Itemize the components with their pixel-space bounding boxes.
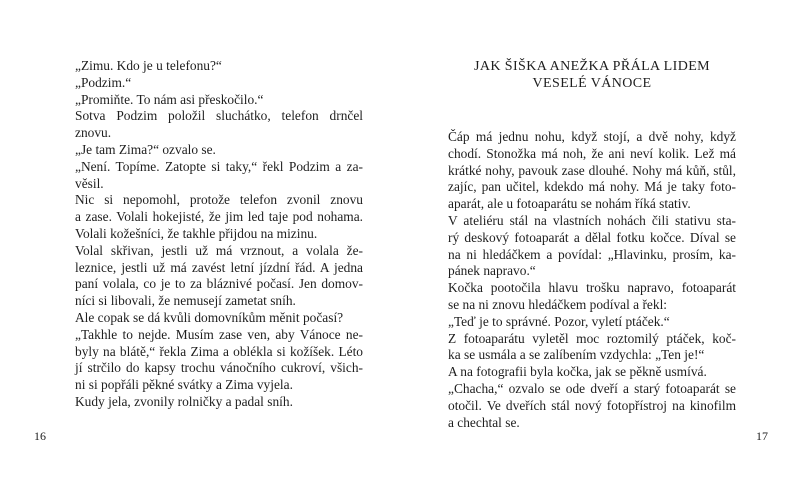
text-line: byly na blátě,“ řekla Zima a oblékla si kožíšek. Léto — [75, 343, 363, 359]
text-line: A na fotografii byla kočka, jak se pěkně usmívá. — [448, 364, 707, 380]
text-line: Z fotoaparátu vyletěl moc roztomilý ptáček, koč- — [448, 330, 736, 346]
text-line: Volali kožešníci, že takhle přijdou na mizinu. — [75, 225, 318, 241]
text-line: ka se usmála a se zalíbením vzdychla: „Ten je!“ — [448, 347, 705, 363]
text-line: Sotva Podzim položil sluchátko, telefon drnčel — [75, 108, 363, 124]
text-line: na ni hledáčkem a povídal: „Hlavinku, prosím, ka- — [448, 246, 736, 262]
text-line: „Není. Topíme. Zatopte si taky,“ řekl Podzim a za- — [75, 158, 363, 174]
text-line: Kudy jela, zvonily rolničky a padal sníh. — [75, 393, 293, 409]
text-line: pánek napravo.“ — [448, 263, 536, 279]
text-line: níci si libovali, že nemusejí zametat sníh. — [75, 293, 296, 309]
text-line: a zase. Volali hokejisté, že jim led taje pod nohama. — [75, 209, 363, 225]
text-line: „Teď je to správné. Pozor, vyletí ptáček.“ — [448, 313, 670, 329]
text-line: Ale copak se dá kvůli domovníkům měnit počasí? — [75, 309, 344, 325]
text-line: jí strčilo do kapsy trochu vánočního cukroví, všich- — [75, 360, 363, 376]
text-line: „Chacha,“ ozvalo se ode dveří a starý fotoaparát se — [448, 380, 736, 396]
text-line: paní volala, co je to za bláznivé počasí. Jen domov- — [75, 276, 363, 292]
text-line: „Je tam Zima?“ ozvalo se. — [75, 141, 216, 157]
text-line: otočil. Ve dveřích stál nový fotopřístroj na kinofilm — [448, 397, 736, 413]
chapter-title-line-2: VESELÉ VÁNOCE — [532, 76, 652, 91]
text-line: ni si popřáli pěkné svátky a Zima vyjela. — [75, 377, 293, 393]
text-line: chodí. Stonožka má noh, že ani neví kolik. Lež má — [448, 145, 736, 161]
text-line: a chechtal se. — [448, 414, 520, 430]
left-page-text — [75, 58, 363, 411]
text-line: Volal skřivan, jestli už má vrznout, a volala že- — [75, 242, 363, 258]
text-line: „Takhle to nejde. Musím zase ven, aby Vánoce ne- — [75, 326, 363, 342]
text-line: věsil. — [75, 175, 104, 191]
text-line: rý deskový fotoaparát a dělal fotku kočce. Díval se — [448, 229, 736, 245]
text-line: znovu. — [75, 125, 112, 141]
text-line: „Promiňte. To nám asi přeskočilo.“ — [75, 91, 264, 107]
right-page-text-column — [448, 58, 736, 431]
text-line: zajíc, pan učitel, kdekdo má nohy. Má je taky foto- — [448, 179, 736, 195]
text-line: krátké nohy, pavouk zase dlouhé. Nohy má kůň, stůl, — [448, 162, 736, 178]
right-page — [400, 0, 800, 487]
chapter-title — [448, 58, 736, 92]
text-line: Čáp má jednu nohu, když stojí, a dvě nohy, když — [448, 129, 736, 144]
right-page-text — [448, 129, 736, 431]
left-page-number: 16 — [34, 429, 46, 443]
text-line: „Podzim.“ — [75, 74, 132, 90]
text-line: leznice, jestli už má zavést letní jízdní řád. A jedna — [75, 259, 363, 275]
text-line: V ateliéru stál na vlastních nohách čili stativu sta- — [448, 212, 736, 228]
text-line: Nic si nepomohl, protože telefon zvonil znovu — [75, 192, 363, 208]
right-page-number: 17 — [756, 429, 768, 443]
text-line: Kočka pootočila hlavu trošku napravo, fotoaparát — [448, 280, 736, 296]
chapter-title-line-1: JAK ŠIŠKA ANEŽKA PŘÁLA LIDEM — [474, 59, 710, 74]
text-line: „Zimu. Kdo je u telefonu?“ — [75, 58, 222, 73]
text-line: aparát, ale u fotoaparátu se nohám říká stativ. — [448, 196, 691, 212]
text-line: se na ni znovu hledáčkem podíval a řekl: — [448, 296, 668, 312]
